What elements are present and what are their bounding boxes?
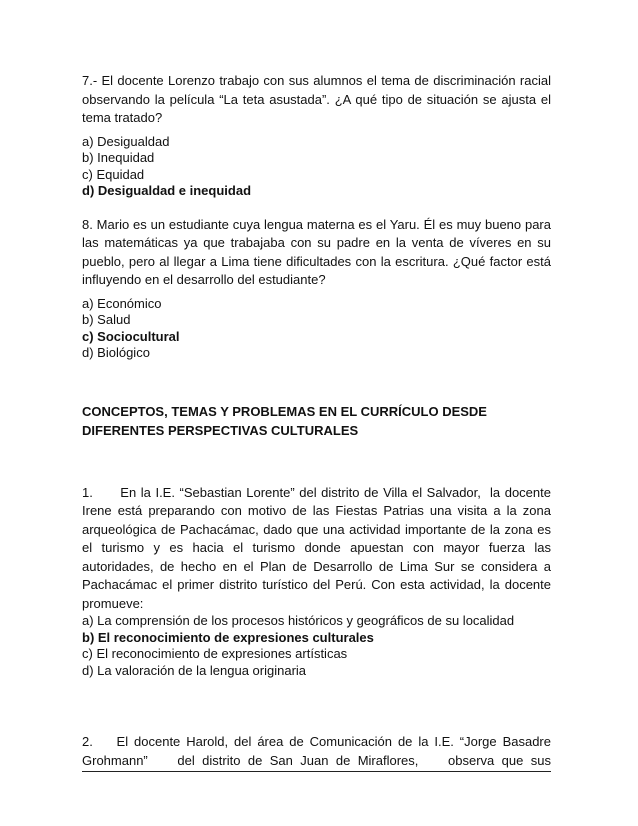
q8-option-a: a) Económico — [82, 295, 162, 311]
q7-option-b: b) Inequidad — [82, 150, 155, 165]
item-1-options — [82, 613, 551, 679]
question-8-text: 8. Mario es un estudiante cuya lengua materna es el Yaru. Él es muy bueno para las matemáticas ya que trabajaba con su padre en la venta de víveres en su pueblo, pero al llegar a Lima tiene dificultades con la escritura. ¿Qué factor está influyendo en el desarrollo del estudiante? — [82, 216, 551, 287]
q8-option-b: b) Salud — [82, 312, 131, 327]
q7-option-c: c) Equidad — [82, 166, 145, 182]
section-heading-line1: CONCEPTOS, TEMAS Y PROBLEMAS EN EL CURRÍCULO DESDE — [82, 403, 487, 419]
q7-option-a: a) Desigualdad — [82, 133, 170, 149]
item-1-text: 1. En la I.E. “Sebastian Lorente” del distrito de Villa el Salvador, la docente Irene está preparando con motivo de las Fiestas Patrias una visita a la zona arqueológica de Pachacámac, dado que una actividad importante de la zona es el turismo y es hacia el turismo donde apuestan con mayor fuerza las autoridades, de hecho en el Plan de Desarrollo de Lima Sur se considera a Pachacámac el primer distrito turístico del Perú. Con esta actividad, la docente promueve: — [82, 484, 555, 611]
q8-option-c-answer: c) Sociocultural — [82, 328, 180, 344]
question-7-options — [82, 134, 551, 200]
item1-option-c: c) El reconocimiento de expresiones artísticas — [82, 646, 348, 661]
question-7-text: 7.- El docente Lorenzo trabajo con sus alumnos el tema de discriminación racial observando la película “La teta asustada”. ¿A qué tipo de situación se ajusta el tema tratado? — [82, 73, 551, 125]
item1-option-a: a) La comprensión de los procesos históricos y geográficos de su localidad — [82, 613, 515, 628]
section-heading-line2: DIFERENTES PERSPECTIVAS CULTURALES — [82, 422, 359, 438]
question-8-options — [82, 296, 551, 362]
q7-option-d-answer: d) Desigualdad e inequidad — [82, 183, 252, 198]
item-2-text: 2. El docente Harold, del área de Comunicación de la I.E. “Jorge Basadre Grohmann” del distrito de San Juan de Miraflores, observa que sus — [82, 734, 555, 768]
item1-option-b-answer: b) El reconocimiento de expresiones culturales — [82, 629, 374, 645]
section-heading — [82, 402, 551, 440]
q8-option-d: d) Biológico — [82, 345, 150, 360]
footer-divider — [82, 771, 551, 772]
document-page — [82, 0, 555, 770]
item1-option-d: d) La valoración de la lengua originaria — [82, 662, 307, 678]
